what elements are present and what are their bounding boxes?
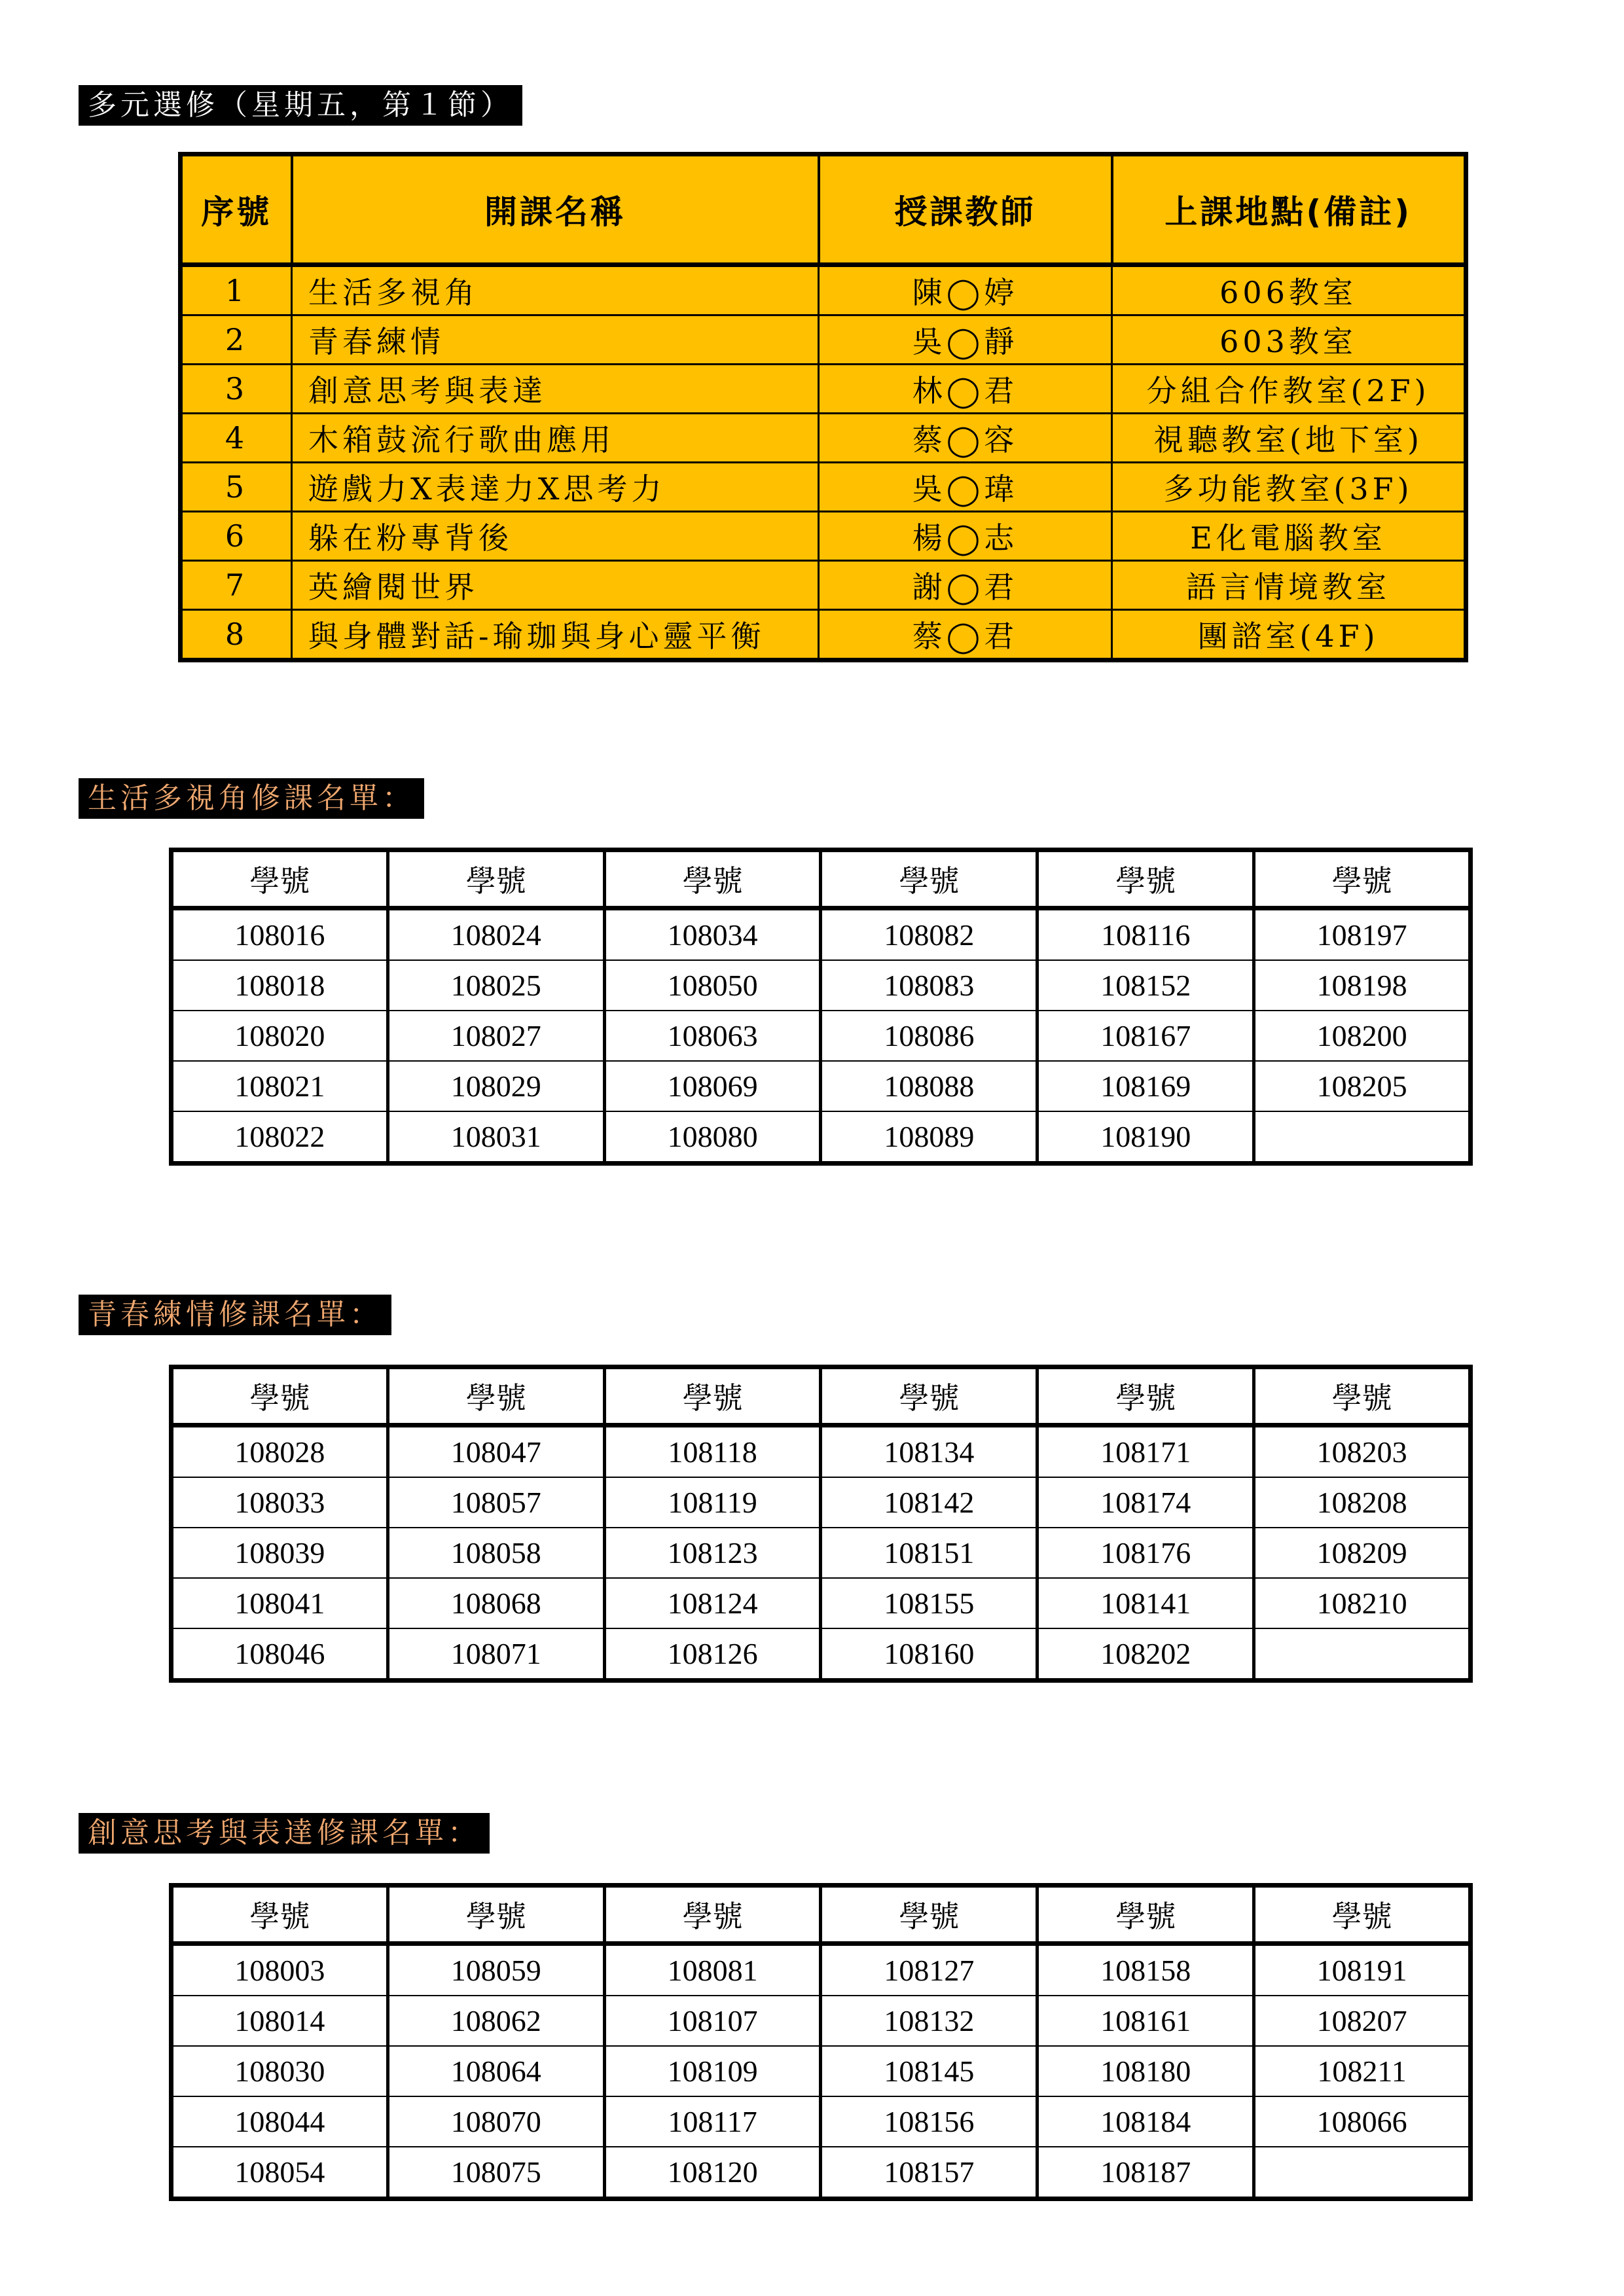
student-id-cell: 108039 (171, 1528, 388, 1578)
student-id-cell (1254, 1111, 1471, 1164)
table-row (171, 1996, 1471, 2046)
table-row (171, 1944, 1471, 1996)
table-row (171, 1011, 1471, 1061)
header-seq: 序號 (181, 154, 292, 265)
roster-header-student-id: 學號 (1254, 1886, 1471, 1944)
course-teacher: 陳◯婷 (819, 265, 1112, 315)
student-id-cell: 108028 (171, 1426, 388, 1478)
student-id-cell: 108160 (821, 1628, 1038, 1681)
course-location: 分組合作教室(2F) (1112, 365, 1466, 414)
table-row (171, 1628, 1471, 1681)
course-table-header-row (181, 154, 1466, 265)
student-id-cell: 108174 (1038, 1477, 1254, 1528)
roster-header-student-id: 學號 (1038, 1367, 1254, 1426)
student-id-cell: 108063 (604, 1011, 821, 1061)
course-location: 606教室 (1112, 265, 1466, 315)
course-teacher: 林◯君 (819, 365, 1112, 414)
student-id-cell: 108176 (1038, 1528, 1254, 1578)
course-location: 視聽教室(地下室) (1112, 414, 1466, 463)
student-id-cell: 108089 (821, 1111, 1038, 1164)
student-id-cell: 108205 (1254, 1061, 1471, 1111)
student-id-cell: 108200 (1254, 1011, 1471, 1061)
student-id-cell: 108041 (171, 1578, 388, 1628)
student-id-cell: 108018 (171, 960, 388, 1011)
roster-header-student-id: 學號 (1254, 1367, 1471, 1426)
student-id-cell: 108070 (388, 2096, 604, 2147)
table-row (181, 561, 1466, 610)
student-id-cell: 108044 (171, 2096, 388, 2147)
student-id-cell: 108127 (821, 1944, 1038, 1996)
student-id-cell: 108029 (388, 1061, 604, 1111)
table-row (181, 463, 1466, 512)
roster-header-student-id: 學號 (388, 1886, 604, 1944)
student-id-cell: 108123 (604, 1528, 821, 1578)
student-id-cell: 108132 (821, 1996, 1038, 2046)
roster-header-student-id: 學號 (821, 1367, 1038, 1426)
student-id-cell: 108081 (604, 1944, 821, 1996)
course-seq: 3 (181, 365, 292, 414)
student-id-cell: 108207 (1254, 1996, 1471, 2046)
roster-table (169, 1365, 1473, 1683)
student-id-cell: 108184 (1038, 2096, 1254, 2147)
course-name: 躲在粉專背後 (292, 512, 819, 561)
student-id-cell: 108003 (171, 1944, 388, 1996)
roster-header-student-id: 學號 (1254, 850, 1471, 908)
student-id-cell: 108046 (171, 1628, 388, 1681)
student-id-cell: 108210 (1254, 1578, 1471, 1628)
student-id-cell: 108047 (388, 1426, 604, 1478)
student-id-cell: 108197 (1254, 908, 1471, 961)
table-row (181, 414, 1466, 463)
student-id-cell: 108152 (1038, 960, 1254, 1011)
course-location: 團諮室(4F) (1112, 610, 1466, 660)
student-id-cell: 108064 (388, 2046, 604, 2096)
student-id-cell: 108190 (1038, 1111, 1254, 1164)
roster-header-student-id: 學號 (821, 850, 1038, 908)
student-id-cell: 108033 (171, 1477, 388, 1528)
header-course-name: 開課名稱 (292, 154, 819, 265)
student-id-cell: 108145 (821, 2046, 1038, 2096)
table-row (171, 1111, 1471, 1164)
course-seq: 6 (181, 512, 292, 561)
roster-header-student-id: 學號 (388, 1367, 604, 1426)
student-id-cell: 108158 (1038, 1944, 1254, 1996)
student-id-cell: 108021 (171, 1061, 388, 1111)
roster-table (169, 1883, 1473, 2201)
table-row (171, 2147, 1471, 2199)
course-teacher: 楊◯志 (819, 512, 1112, 561)
course-seq: 1 (181, 265, 292, 315)
course-teacher: 吳◯瑋 (819, 463, 1112, 512)
roster-header-row (171, 1367, 1471, 1426)
course-name: 青春練情 (292, 315, 819, 365)
table-row (181, 265, 1466, 315)
course-seq: 7 (181, 561, 292, 610)
student-id-cell: 108119 (604, 1477, 821, 1528)
student-id-cell: 108109 (604, 2046, 821, 2096)
student-id-cell: 108050 (604, 960, 821, 1011)
student-id-cell: 108022 (171, 1111, 388, 1164)
roster-header-row (171, 1886, 1471, 1944)
course-name: 創意思考與表達 (292, 365, 819, 414)
roster-header-student-id: 學號 (388, 850, 604, 908)
table-row (181, 512, 1466, 561)
roster-table (169, 848, 1473, 1166)
student-id-cell: 108031 (388, 1111, 604, 1164)
table-row (171, 2046, 1471, 2096)
table-row (171, 908, 1471, 961)
roster-heading: 生活多視角修課名單： (79, 778, 424, 819)
student-id-cell (1254, 2147, 1471, 2199)
student-id-cell: 108058 (388, 1528, 604, 1578)
roster-header-row (171, 850, 1471, 908)
student-id-cell: 108080 (604, 1111, 821, 1164)
student-id-cell: 108191 (1254, 1944, 1471, 1996)
student-id-cell: 108134 (821, 1426, 1038, 1478)
course-location: 多功能教室(3F) (1112, 463, 1466, 512)
course-name: 與身體對話-瑜珈與身心靈平衡 (292, 610, 819, 660)
roster-header-student-id: 學號 (821, 1886, 1038, 1944)
student-id-cell: 108083 (821, 960, 1038, 1011)
student-id-cell: 108209 (1254, 1528, 1471, 1578)
student-id-cell: 108157 (821, 2147, 1038, 2199)
header-teacher: 授課教師 (819, 154, 1112, 265)
course-seq: 2 (181, 315, 292, 365)
student-id-cell (1254, 1628, 1471, 1681)
course-teacher: 謝◯君 (819, 561, 1112, 610)
student-id-cell: 108203 (1254, 1426, 1471, 1478)
table-row (181, 610, 1466, 660)
student-id-cell: 108208 (1254, 1477, 1471, 1528)
student-id-cell: 108062 (388, 1996, 604, 2046)
student-id-cell: 108116 (1038, 908, 1254, 961)
student-id-cell: 108088 (821, 1061, 1038, 1111)
roster-header-student-id: 學號 (1038, 1886, 1254, 1944)
student-id-cell: 108117 (604, 2096, 821, 2147)
student-id-cell: 108054 (171, 2147, 388, 2199)
student-id-cell: 108059 (388, 1944, 604, 1996)
course-teacher: 吳◯靜 (819, 315, 1112, 365)
student-id-cell: 108180 (1038, 2046, 1254, 2096)
table-row (171, 1578, 1471, 1628)
student-id-cell: 108198 (1254, 960, 1471, 1011)
student-id-cell: 108211 (1254, 2046, 1471, 2096)
course-name: 生活多視角 (292, 265, 819, 315)
table-row (181, 315, 1466, 365)
student-id-cell: 108025 (388, 960, 604, 1011)
course-seq: 4 (181, 414, 292, 463)
header-location: 上課地點(備註) (1112, 154, 1466, 265)
student-id-cell: 108202 (1038, 1628, 1254, 1681)
student-id-cell: 108169 (1038, 1061, 1254, 1111)
course-name: 英繪閱世界 (292, 561, 819, 610)
student-id-cell: 108016 (171, 908, 388, 961)
elective-heading: 多元選修（星期五，第１節） (79, 85, 522, 126)
course-seq: 5 (181, 463, 292, 512)
student-id-cell: 108069 (604, 1061, 821, 1111)
student-id-cell: 108075 (388, 2147, 604, 2199)
student-id-cell: 108057 (388, 1477, 604, 1528)
student-id-cell: 108167 (1038, 1011, 1254, 1061)
roster-heading: 青春練情修課名單： (79, 1295, 391, 1335)
student-id-cell: 108107 (604, 1996, 821, 2046)
student-id-cell: 108086 (821, 1011, 1038, 1061)
course-seq: 8 (181, 610, 292, 660)
student-id-cell: 108155 (821, 1578, 1038, 1628)
course-name: 遊戲力X表達力X思考力 (292, 463, 819, 512)
table-row (171, 1061, 1471, 1111)
student-id-cell: 108120 (604, 2147, 821, 2199)
student-id-cell: 108071 (388, 1628, 604, 1681)
student-id-cell: 108014 (171, 1996, 388, 2046)
student-id-cell: 108118 (604, 1426, 821, 1478)
student-id-cell: 108124 (604, 1578, 821, 1628)
student-id-cell: 108020 (171, 1011, 388, 1061)
roster-header-student-id: 學號 (604, 1367, 821, 1426)
course-name: 木箱鼓流行歌曲應用 (292, 414, 819, 463)
table-row (171, 960, 1471, 1011)
student-id-cell: 108024 (388, 908, 604, 961)
roster-header-student-id: 學號 (604, 1886, 821, 1944)
table-row (171, 2096, 1471, 2147)
student-id-cell: 108068 (388, 1578, 604, 1628)
course-location: E化電腦教室 (1112, 512, 1466, 561)
student-id-cell: 108126 (604, 1628, 821, 1681)
roster-header-student-id: 學號 (171, 1367, 388, 1426)
course-table (178, 152, 1468, 662)
roster-header-student-id: 學號 (604, 850, 821, 908)
roster-header-student-id: 學號 (171, 850, 388, 908)
course-location: 語言情境教室 (1112, 561, 1466, 610)
student-id-cell: 108034 (604, 908, 821, 961)
student-id-cell: 108066 (1254, 2096, 1471, 2147)
student-id-cell: 108027 (388, 1011, 604, 1061)
table-row (171, 1528, 1471, 1578)
course-teacher: 蔡◯君 (819, 610, 1112, 660)
student-id-cell: 108187 (1038, 2147, 1254, 2199)
student-id-cell: 108156 (821, 2096, 1038, 2147)
roster-heading: 創意思考與表達修課名單： (79, 1813, 490, 1854)
table-row (171, 1477, 1471, 1528)
table-row (171, 1426, 1471, 1478)
course-teacher: 蔡◯容 (819, 414, 1112, 463)
student-id-cell: 108142 (821, 1477, 1038, 1528)
student-id-cell: 108151 (821, 1528, 1038, 1578)
student-id-cell: 108030 (171, 2046, 388, 2096)
student-id-cell: 108082 (821, 908, 1038, 961)
table-row (181, 365, 1466, 414)
roster-header-student-id: 學號 (1038, 850, 1254, 908)
student-id-cell: 108161 (1038, 1996, 1254, 2046)
student-id-cell: 108171 (1038, 1426, 1254, 1478)
course-location: 603教室 (1112, 315, 1466, 365)
student-id-cell: 108141 (1038, 1578, 1254, 1628)
roster-header-student-id: 學號 (171, 1886, 388, 1944)
